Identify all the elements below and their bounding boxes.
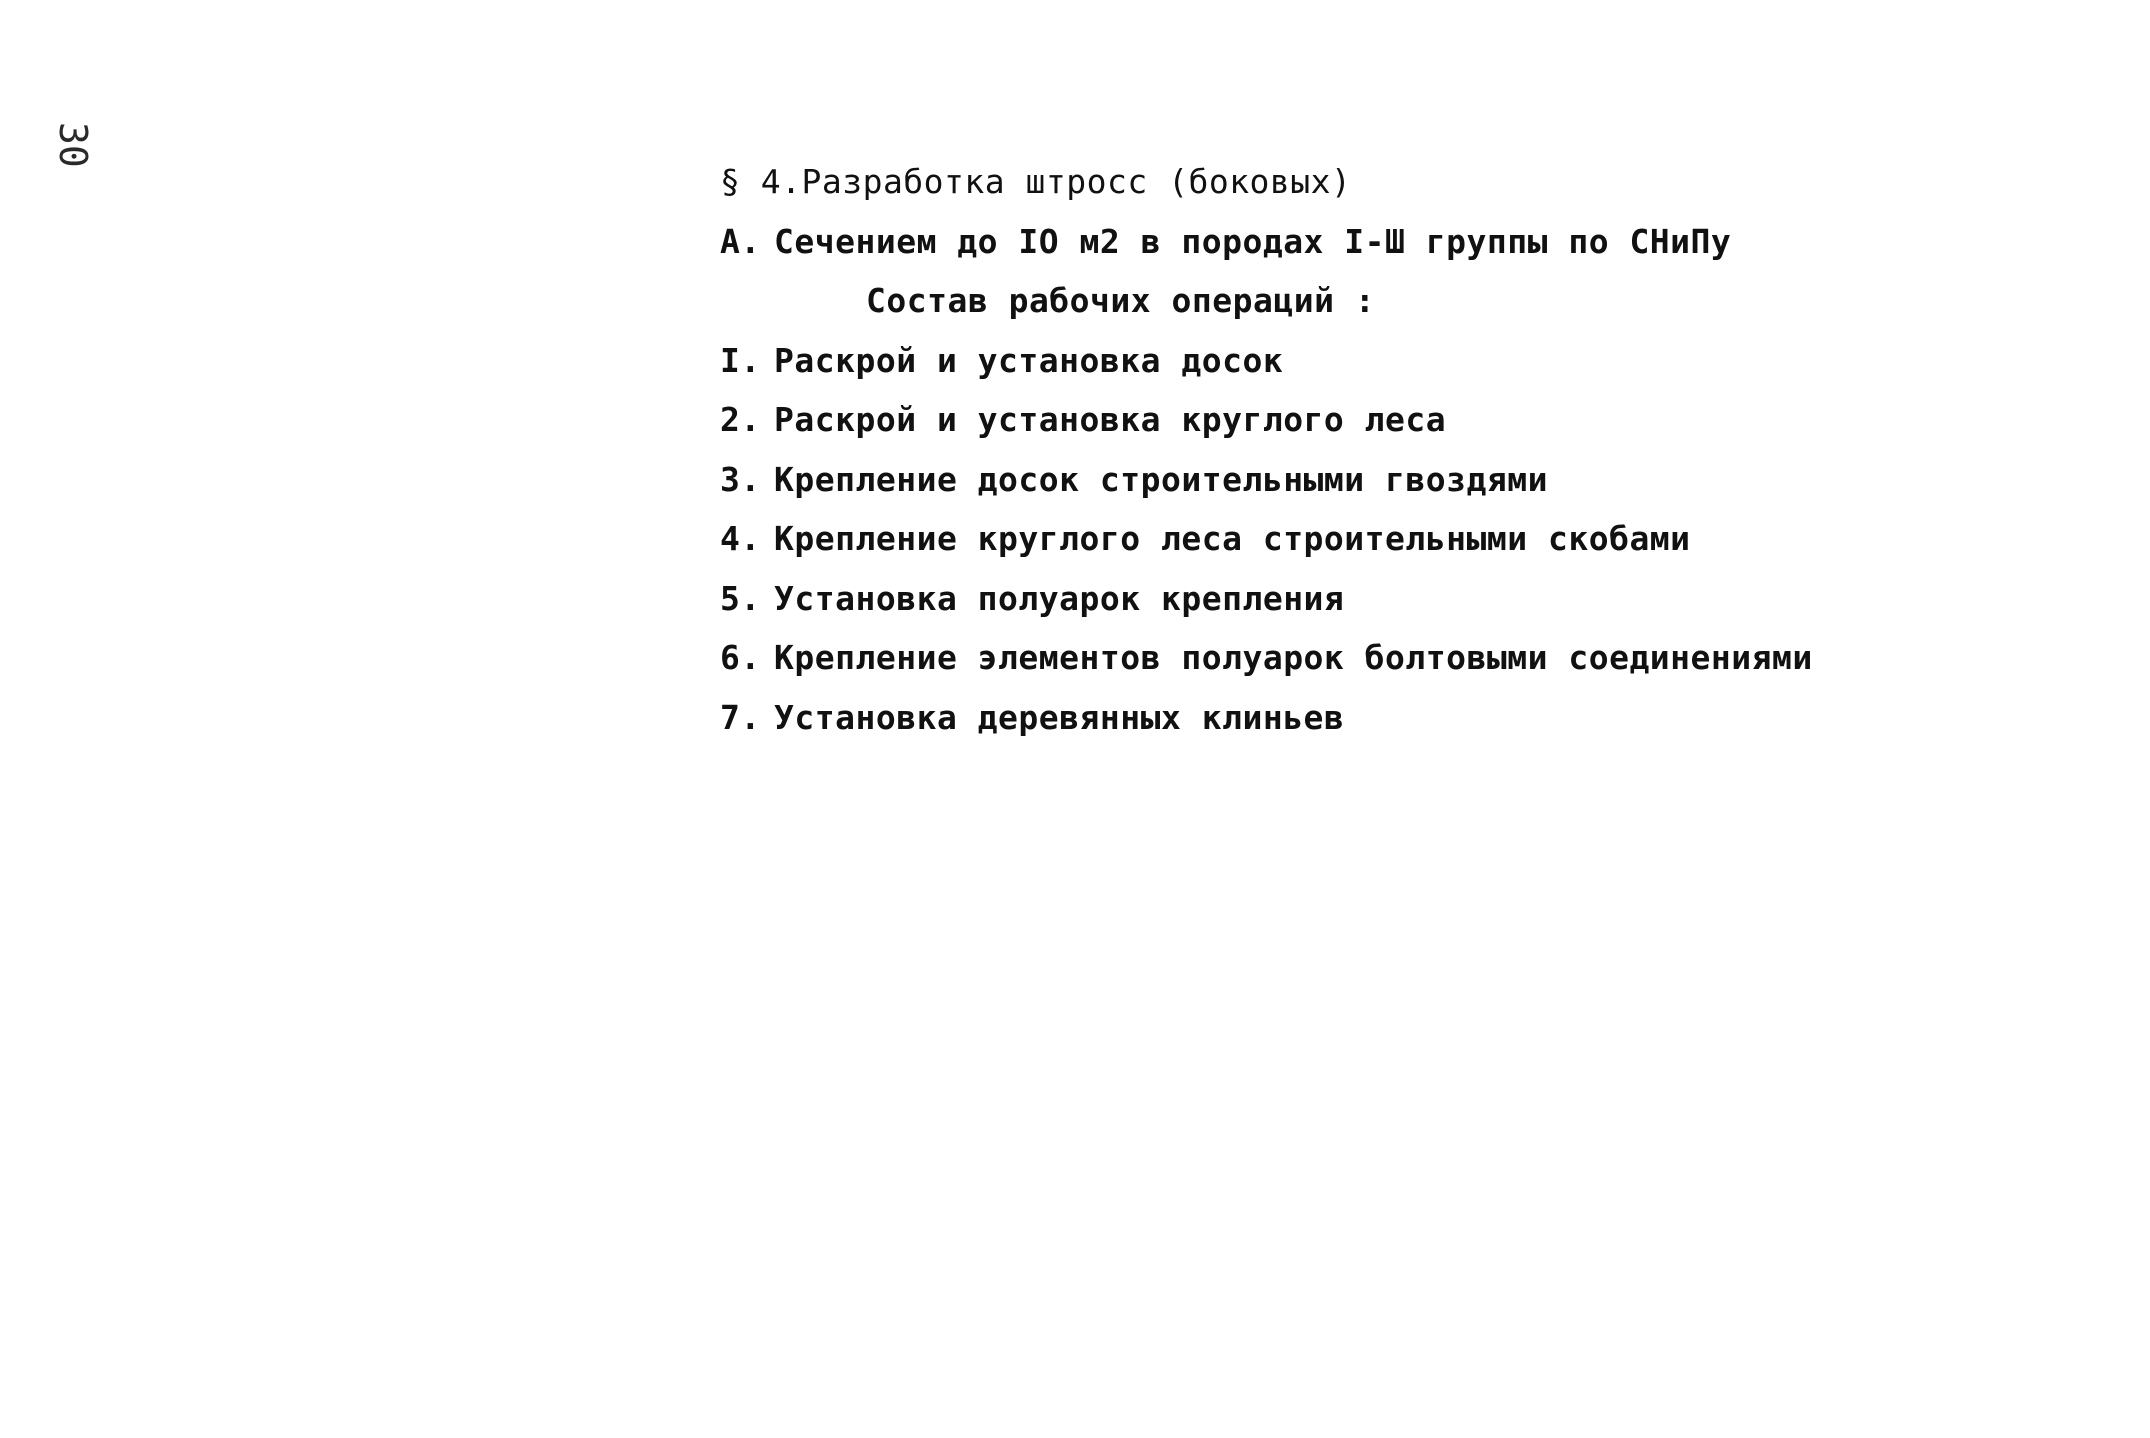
operation-text: Крепление круглого леса строительными скобами xyxy=(774,519,1691,558)
operation-item xyxy=(720,450,2020,510)
operation-item xyxy=(720,390,2020,450)
operation-item xyxy=(720,569,2020,629)
operation-text: Раскрой и установка круглого леса xyxy=(774,400,1447,439)
operation-text: Установка деревянных клиньев xyxy=(774,697,1345,737)
operation-number: 5. xyxy=(720,578,761,618)
page-number: 30 xyxy=(51,122,95,168)
operation-text: Раскрой и установка досок xyxy=(774,340,1284,380)
operation-text: Установка полуарок крепления xyxy=(774,578,1345,618)
operation-text: Крепление элементов полуарок болтовыми соединениями xyxy=(774,638,1813,677)
section-title: § 4.Разработка штросс (боковых) xyxy=(720,162,1352,201)
operation-number: 6. xyxy=(720,638,761,677)
text-block xyxy=(720,152,2020,747)
operation-item xyxy=(720,688,2020,748)
operation-number: 2. xyxy=(720,400,761,439)
operation-item xyxy=(720,509,2020,569)
operation-number: 4. xyxy=(720,519,761,558)
operation-number: I. xyxy=(720,340,761,380)
operation-item xyxy=(720,628,2020,688)
subsection-marker: А. xyxy=(720,221,761,261)
operations-heading: Состав рабочих операций : xyxy=(866,281,1376,320)
operation-text: Крепление досок строительными гвоздями xyxy=(774,459,1548,499)
operation-number: 3. xyxy=(720,459,761,499)
subsection-text: Сечением до IO м2 в породах I-Ш группы по СНиПу xyxy=(774,221,1732,261)
operation-item xyxy=(720,331,2020,391)
subsection-line xyxy=(720,212,2020,272)
operation-number: 7. xyxy=(720,697,761,737)
